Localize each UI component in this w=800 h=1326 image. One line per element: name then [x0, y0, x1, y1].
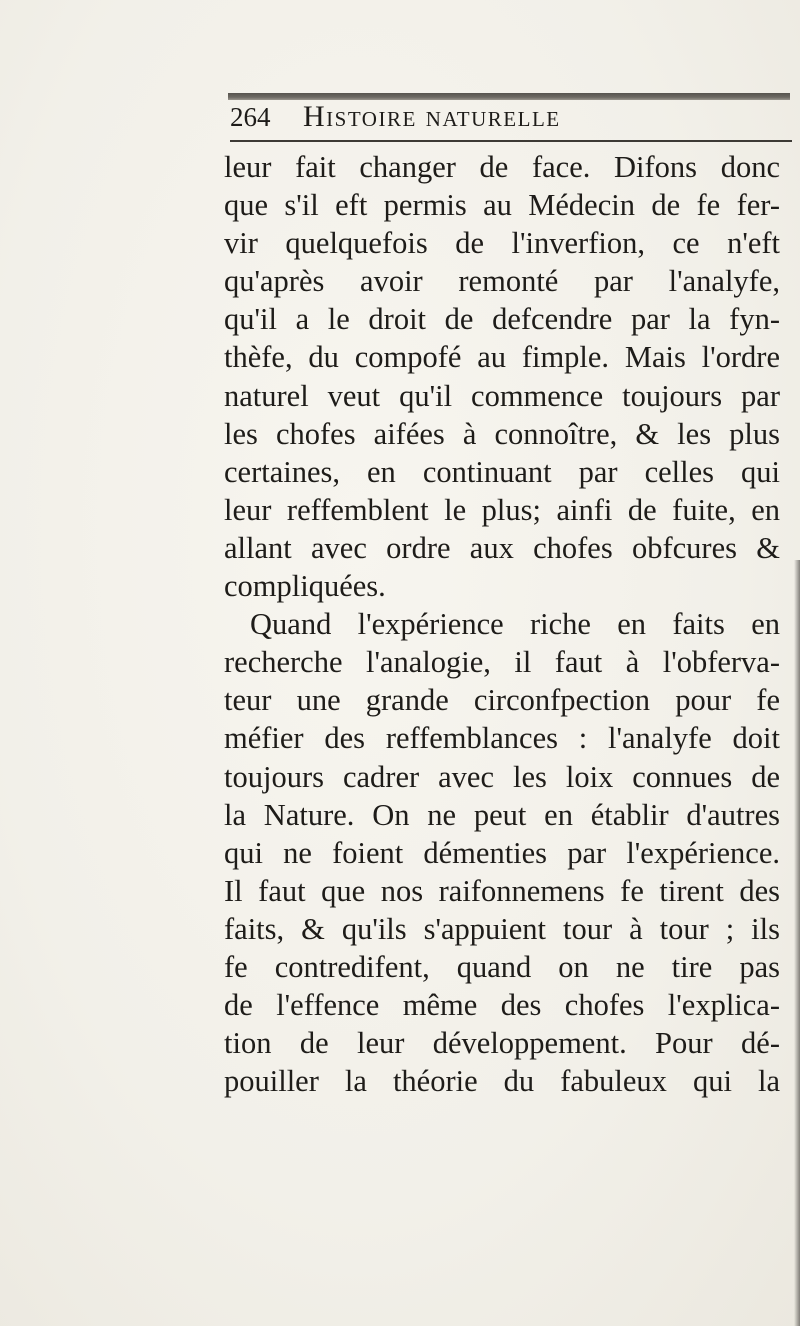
page-edge-shadow: [794, 560, 800, 1326]
text-line: certaines, en continuant par celles qui: [224, 454, 780, 489]
running-header: [230, 100, 770, 140]
text-line: faits, & qu'ils s'appuient tour à tour ; ils: [224, 911, 780, 946]
running-title: Histoire naturelle: [303, 100, 561, 133]
top-ornamental-rule: [228, 93, 790, 100]
header-rule: [230, 140, 792, 142]
text-line: Quand l'expérience riche en faits en: [250, 607, 780, 642]
text-line: naturel veut qu'il commence toujours par: [224, 378, 780, 413]
text-line: qu'il a le droit de defcendre par la fyn-: [224, 302, 780, 337]
text-line: fe contredifent, quand on ne tire pas: [224, 949, 780, 984]
text-line: pouiller la théorie du fabuleux qui la: [224, 1064, 780, 1099]
text-line: compliquées.: [224, 569, 386, 604]
text-line: méfier des reffemblances : l'analyfe doit: [224, 721, 780, 756]
text-line: tion de leur développement. Pour dé-: [224, 1026, 780, 1061]
body-text: [224, 148, 780, 1100]
text-line: teur une grande circonfpection pour fe: [224, 683, 780, 718]
text-line: de l'effence même des chofes l'explica-: [224, 988, 780, 1023]
page-number: 264: [230, 102, 271, 132]
text-line: vir quelquefois de l'inverfion, ce n'eft: [224, 226, 780, 261]
text-line: qu'après avoir remonté par l'analyfe,: [224, 264, 780, 299]
text-line: thèfe, du compofé au fimple. Mais l'ordre: [224, 340, 780, 375]
text-line: les chofes aifées à connoître, & les plus: [224, 416, 780, 451]
text-line: leur reffemblent le plus; ainfi de fuite, en: [224, 492, 780, 527]
text-line: que s'il eft permis au Médecin de fe fer-: [224, 188, 780, 223]
paragraph-1: [224, 148, 780, 605]
text-line: qui ne foient démenties par l'expérience.: [224, 835, 780, 870]
text-line: recherche l'analogie, il faut à l'obferva-: [224, 645, 780, 680]
paragraph-2: [224, 605, 780, 1100]
text-line: allant avec ordre aux chofes obfcures &: [224, 530, 780, 565]
text-line: toujours cadrer avec les loix connues de: [224, 759, 780, 794]
text-line: la Nature. On ne peut en établir d'autres: [224, 797, 780, 832]
text-line: Il faut que nos raifonnemens fe tirent des: [224, 873, 780, 908]
text-line: leur fait changer de face. Difons donc: [224, 150, 780, 184]
